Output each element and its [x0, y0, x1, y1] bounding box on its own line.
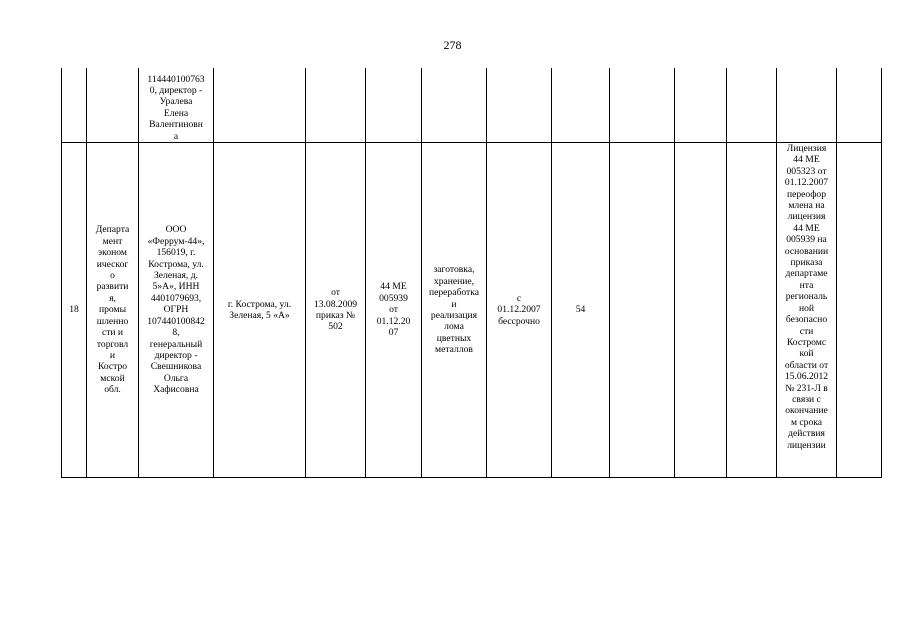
cell-term	[487, 68, 552, 143]
cell-number: 18	[62, 143, 87, 478]
cell-col9	[552, 68, 610, 143]
page-number: 278	[443, 38, 462, 52]
cell-activity: заготовка, хранение, переработка и реализация лома цветных металлов	[422, 143, 487, 478]
cell-certificate: 44 МЕ 005939 от 01.12.20 07	[366, 143, 422, 478]
cell-address: г. Кострома, ул. Зеленая, 5 «А»	[214, 143, 306, 478]
table-row	[62, 143, 882, 478]
cell-term: с 01.12.2007 бессрочно	[487, 143, 552, 478]
cell-order	[306, 68, 366, 143]
cell-col11	[675, 68, 727, 143]
cell-col12	[727, 68, 777, 143]
cell-col9: 54	[552, 143, 610, 478]
cell-number	[62, 68, 87, 143]
cell-organization: 114440100763 0, директор - Уралева Елена Валентиновн а	[139, 68, 214, 143]
cell-note: Лицензия 44 МЕ 005323 от 01.12.2007 переофор млена на лицензия 44 МЕ 005939 на основании приказа департаме нта региональ ной безопасно сти Костромс кой области от 15.06.2012 № 231-Л в связи с окончание м срока действия лицензии	[777, 143, 837, 478]
cell-note	[777, 68, 837, 143]
cell-organization: ООО «Феррум-44», 156019, г. Кострома, ул. Зеленая, д. 5»А», ИНН 4401079693, ОГРН 107440100842 8, генеральный директор - Свешникова Ольга Хафисовна	[139, 143, 214, 478]
cell-col10	[610, 143, 675, 478]
cell-col14	[837, 143, 882, 478]
cell-address	[214, 68, 306, 143]
cell-activity	[422, 68, 487, 143]
cell-authority: Департа мент эконом ическог о развити я, промы шленно сти и торговл и Костро мской обл.	[87, 143, 139, 478]
cell-order: от 13.08.2009 приказ № 502	[306, 143, 366, 478]
cell-col11	[675, 143, 727, 478]
table-row	[62, 68, 882, 143]
cell-authority	[87, 68, 139, 143]
cell-col14	[837, 68, 882, 143]
cell-certificate	[366, 68, 422, 143]
cell-col10	[610, 68, 675, 143]
cell-col12	[727, 143, 777, 478]
registry-table	[61, 68, 882, 478]
